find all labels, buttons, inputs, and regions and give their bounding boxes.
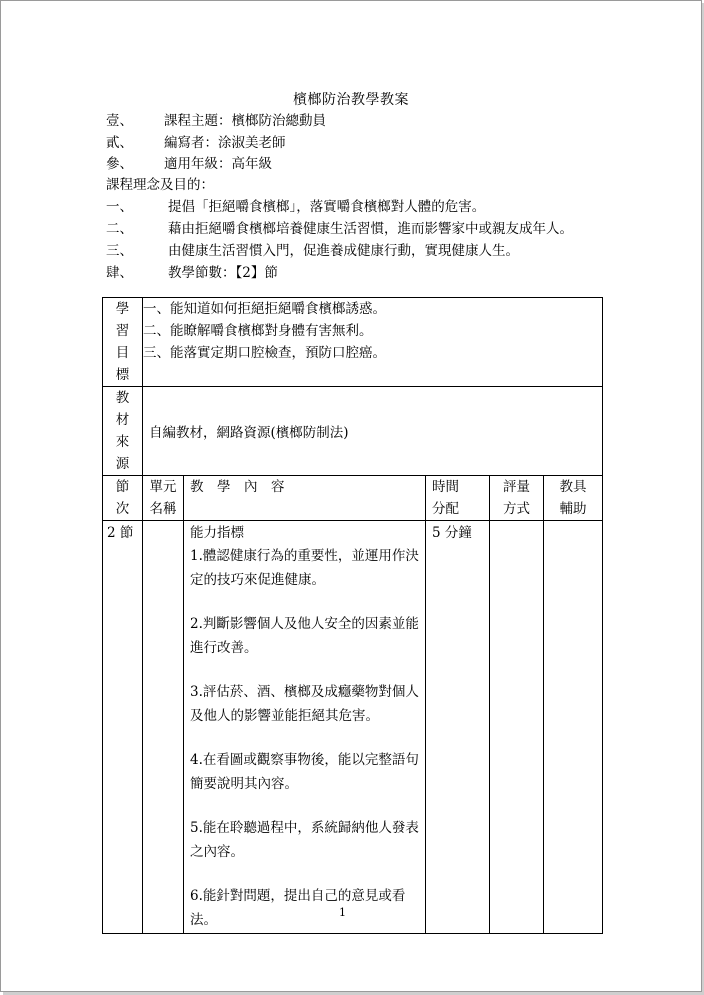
indicator-item: 3.評估菸、酒、檳榔及成癮藥物對個人及他人的影響並能拒絕其危害。 [190,684,419,724]
header-session: 節 次 [103,476,143,521]
header-aids: 教具 輔助 [544,476,603,521]
indicator-item: 2.判斷影響個人及他人安全的因素並能進行改善。 [190,616,419,656]
header-unit: 單元 名稱 [143,476,184,521]
meta-topic: 壹、 課程主題：檳榔防治總動員 [106,113,326,129]
objectives-label: 學 習 目 標 [103,298,143,387]
indicator-item: 4.在看圖或觀察事物後，能以完整語句簡要說明其內容。 [190,752,419,792]
meta-author: 貳、 編寫者：涂淑美老師 [106,135,286,151]
header-time: 時間 分配 [426,476,490,521]
assessment-method [490,521,544,934]
content-cell [184,521,426,934]
goal-item: 三、 由健康生活習慣入門，促進養成健康行動，實現健康人生。 [106,243,519,259]
material-source: 自編教材，網路資源(檳榔防制法) [143,387,603,476]
meta-grade: 參、 適用年級：高年級 [106,156,272,172]
objectives-list [143,298,603,387]
indicator-title: 能力指標 [190,525,244,541]
material-label: 教 材 來 源 [103,387,143,476]
objective-item: 三、能落實定期口腔檢查，預防口腔癌。 [143,345,386,361]
material-row [103,387,603,476]
indicator-item: 1.體認健康行為的重要性，並運用作決定的技巧來促進健康。 [190,548,419,588]
header-content: 教 學 內 容 [184,476,426,521]
goal-item: 一、 提倡「拒絕嚼食檳榔」，落實嚼食檳榔對人體的危害。 [106,199,486,215]
goal-item: 二、 藉由拒絕嚼食檳榔培養健康生活習慣，進而影響家中或親友成年人。 [106,221,573,237]
indicator-item: 6.能針對問題，提出自己的意見或看法。 [190,888,406,928]
header-row [103,476,603,521]
time-allocation: 5 分鐘 [426,521,490,934]
indicator-item: 5.能在聆聽過程中，系統歸納他人發表之內容。 [190,820,419,860]
session-number: 2 節 [103,521,143,934]
objective-item: 一、能知道如何拒絕拒絕嚼食檳榔誘惑。 [143,301,386,317]
header-assessment: 評量 方式 [490,476,544,521]
objectives-row [103,298,603,387]
page-number: 1 [339,906,346,919]
philosophy-heading: 課程理念及目的： [106,177,214,193]
teaching-aids [544,521,603,934]
session-row [103,521,603,934]
objective-item: 二、能瞭解嚼食檳榔對身體有害無利。 [143,323,373,339]
document-title: 檳榔防治教學教案 [293,92,409,108]
lesson-plan-table [102,297,603,934]
unit-name [143,521,184,934]
sessions-count: 肆、 教學節數：【2】節 [106,265,278,281]
